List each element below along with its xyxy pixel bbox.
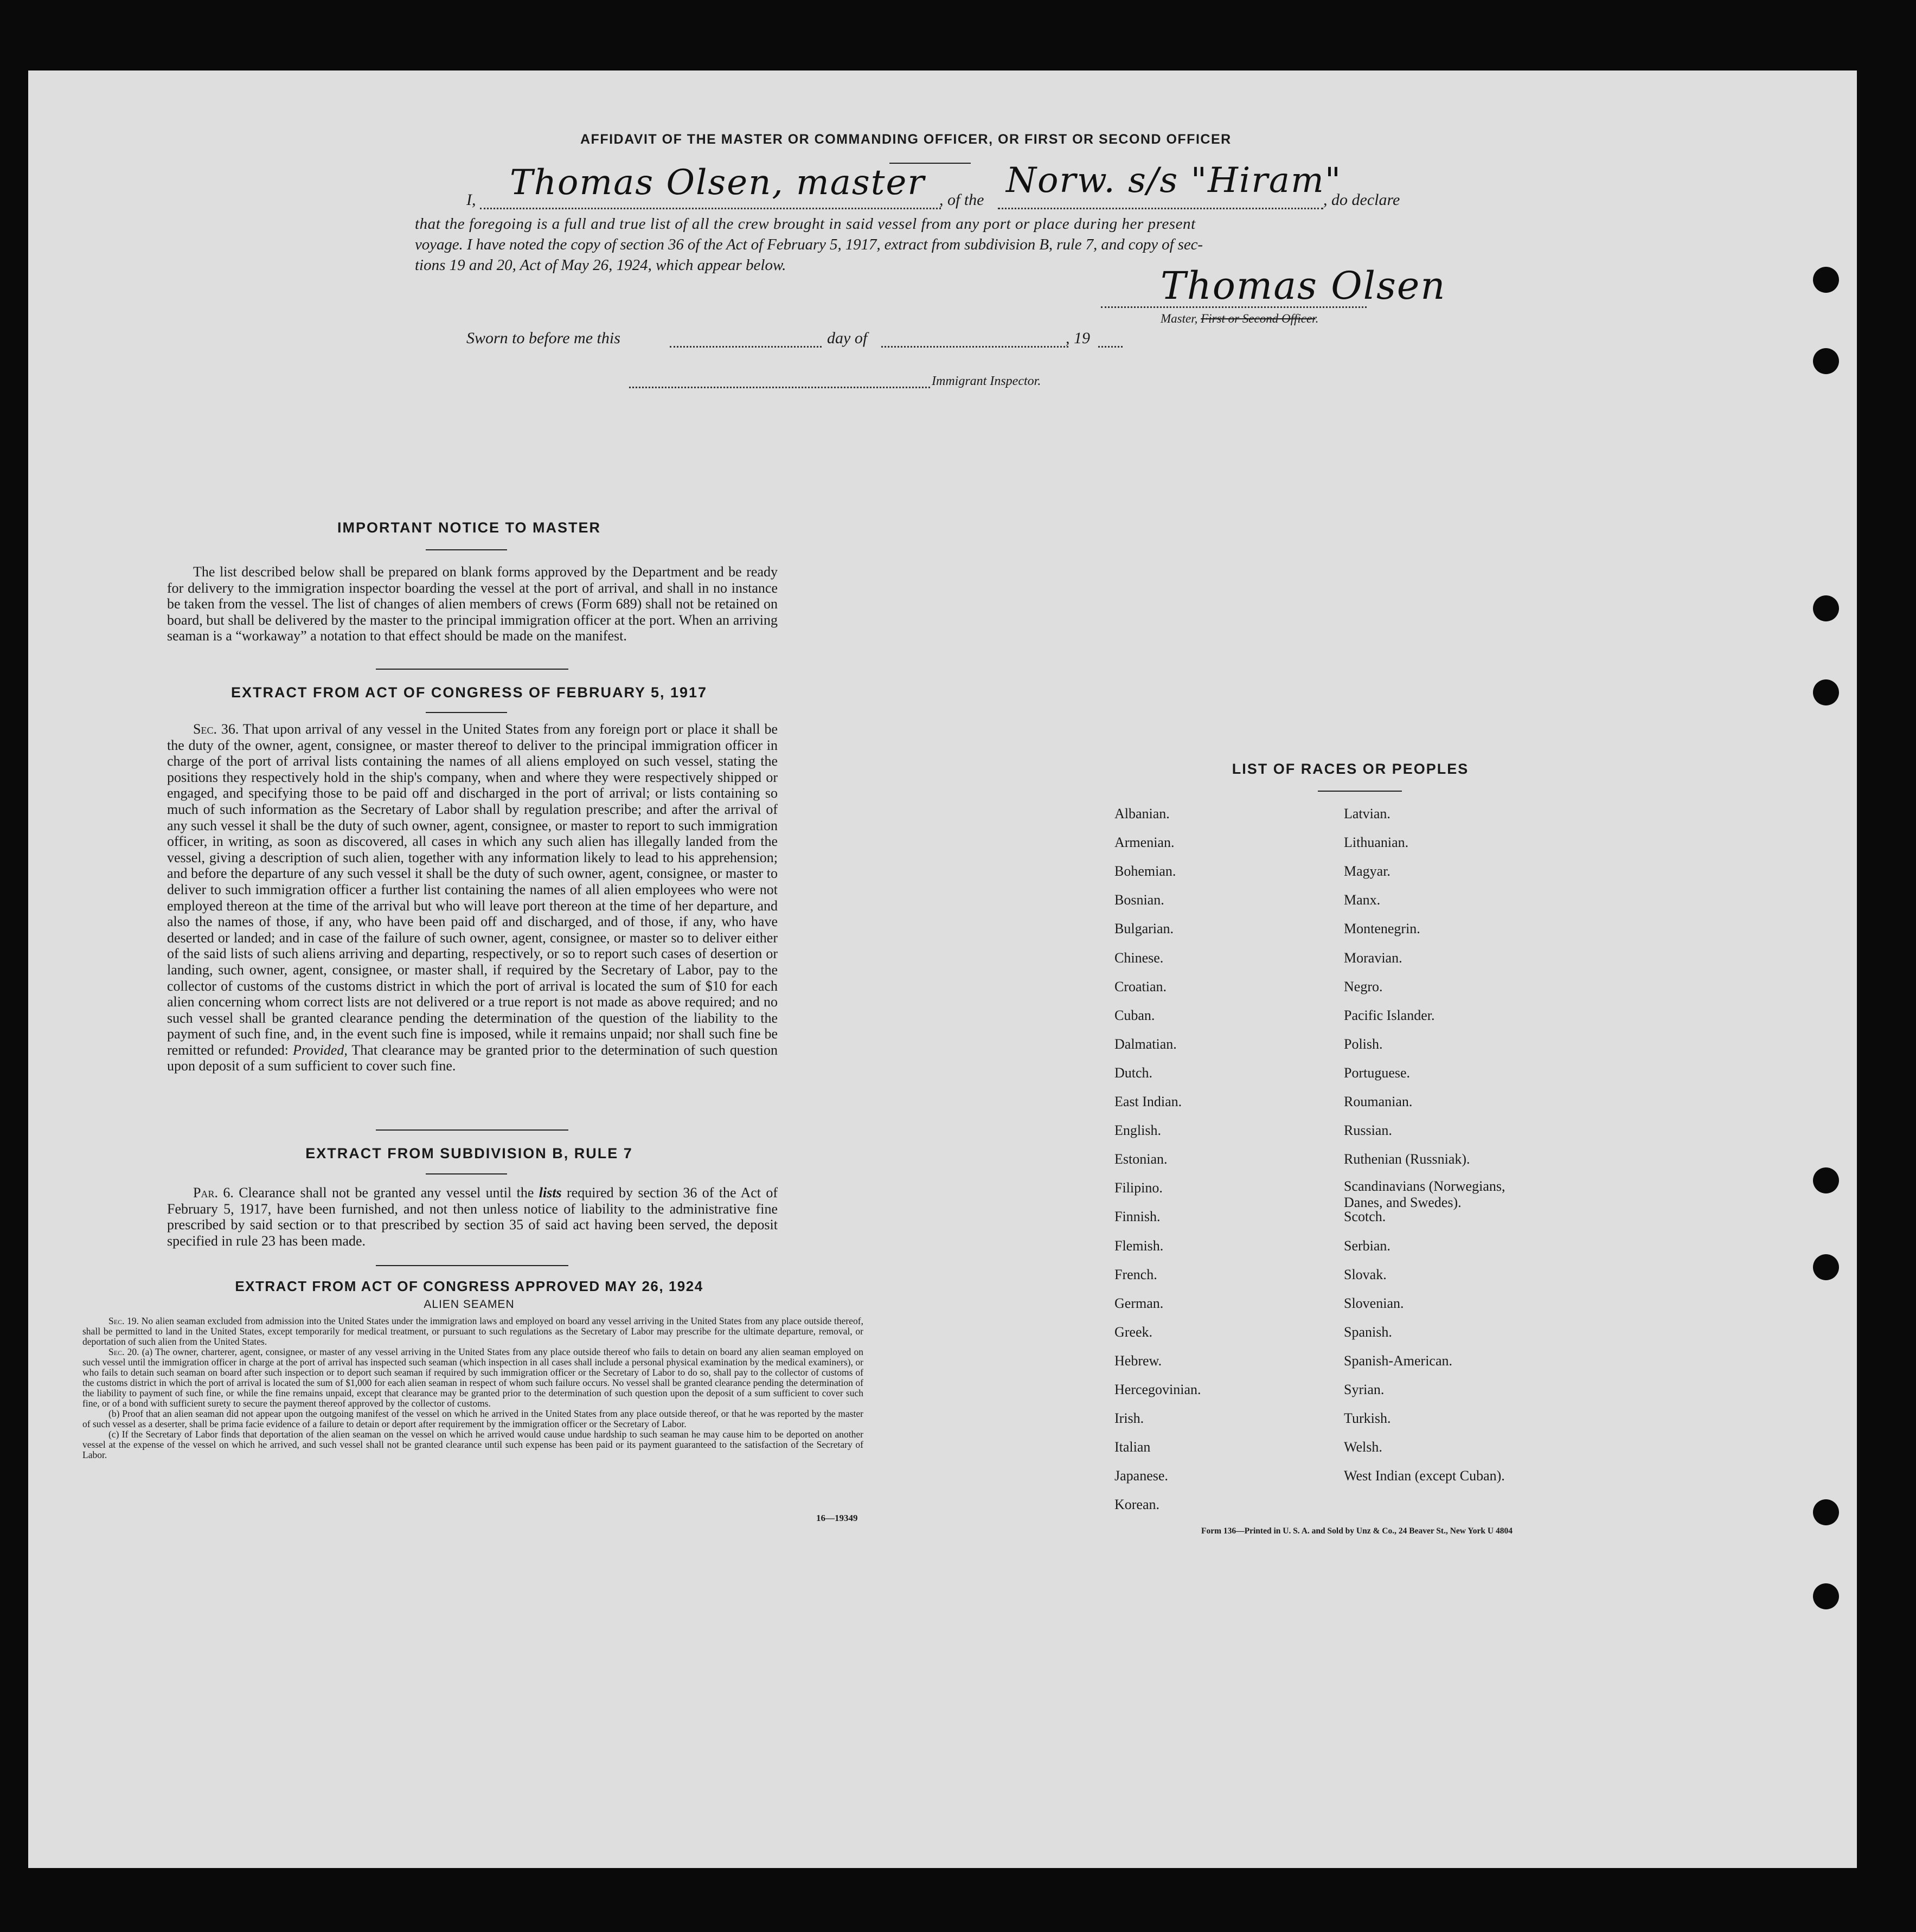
race-item: Hebrew. — [1114, 1352, 1162, 1369]
affidavit-body-line-3: tions 19 and 20, Act of May 26, 1924, which appear below. — [415, 256, 786, 274]
of-the-label: , of the — [939, 191, 984, 209]
lists-word: lists — [539, 1185, 562, 1201]
race-item: Cuban. — [1114, 1007, 1155, 1023]
race-item: Montenegrin. — [1344, 921, 1420, 937]
race-item: Welsh. — [1344, 1439, 1382, 1455]
rule-7-heading: EXTRACT FROM SUBDIVISION B, RULE 7 — [305, 1145, 633, 1161]
rule-7-body — [167, 1185, 778, 1249]
binder-hole — [1813, 267, 1839, 293]
race-item: Dalmatian. — [1114, 1036, 1177, 1052]
race-item: Korean. — [1114, 1497, 1160, 1513]
alien-seamen-subheading: ALIEN SEAMEN — [424, 1298, 515, 1311]
race-item: Negro. — [1344, 978, 1383, 994]
name-blank — [480, 208, 941, 209]
binder-hole — [1813, 348, 1839, 374]
race-item: Slovak. — [1344, 1266, 1387, 1282]
vessel-name-handwritten: Norw. s/s "Hiram" — [1006, 161, 1342, 201]
section-19-label: Sec. 19. — [108, 1315, 139, 1326]
form-footer: Form 136—Printed in U. S. A. and Sold by Unz & Co., 24 Beaver St., New York U 4804 — [1201, 1526, 1513, 1536]
notice-heading: IMPORTANT NOTICE TO MASTER — [337, 519, 601, 536]
race-item: Scotch. — [1344, 1209, 1386, 1225]
section-20a-text: (a) The owner, charterer, agent, consignee, or master of any vessel arriving in the United States from any place outside thereof who fails to detain on board any alien seaman employed on such vessel until the immigration officer in charge at the port of arrival has inspected such seaman (which inspection in all cases shall include a personal physical examination by the medical examiners), or who fails to detain such seaman on board after such inspection or to deport such seaman if required by such immigration officer or the Secretary of Labor to do so, shall pay to the collector of customs of the customs district in which the port of arrival is located the sum of $1,000 for each alien seaman in respect of whom such failure occurs. No vessel shall be granted clearance pending the determination of the liability to payment of such fine, or while the fine remains unpaid, except that clearance may be granted prior to the determination of such question upon the deposit of a sum sufficient to cover such fine, or of a bond with sufficient surety to secure the payment thereof approved by the collector of customs. — [82, 1346, 864, 1409]
affidavit-title: AFFIDAVIT OF THE MASTER OR COMMANDING OFFICER, OR FIRST OR SECOND OFFICER — [580, 132, 1232, 147]
binder-hole — [1813, 1167, 1839, 1193]
race-item: Bosnian. — [1114, 892, 1164, 908]
affidavit-i-label: I, — [466, 191, 476, 209]
race-item: Flemish. — [1114, 1237, 1164, 1254]
race-item: Magyar. — [1344, 863, 1390, 880]
signature-line — [1101, 306, 1367, 308]
race-item: Scandinavians (Norwegians, — [1344, 1178, 1505, 1195]
day-of-label: day of — [827, 329, 868, 347]
race-item: Pacific Islander. — [1344, 1007, 1435, 1023]
race-item: Turkish. — [1344, 1410, 1391, 1427]
caption-master: Master, — [1161, 312, 1198, 325]
extract-1917-body — [167, 721, 778, 1074]
race-item: Manx. — [1344, 892, 1381, 908]
year-label: , 19 — [1066, 329, 1090, 347]
caption-period: . — [1315, 312, 1319, 325]
inspector-signature-line — [629, 387, 930, 388]
race-item: Dutch. — [1114, 1064, 1153, 1081]
extract-1924-body — [82, 1316, 863, 1460]
caption-struck-officer: First or Second Officer — [1201, 312, 1316, 325]
extract-1917-heading: EXTRACT FROM ACT OF CONGRESS OF FEBRUARY 5, 1917 — [230, 684, 708, 701]
notice-body: The list described below shall be prepared on blank forms approved by the Department and be ready for delivery to the immigration inspector boarding the vessel at the port of arrival, and shall in no instance be taken from the vessel. The list of changes of alien members of crews (Form 689) shall not be retained on board, but shall be delivered by the master to the principal immigration officer at the port. When an arriving seaman is a “workaway” a notation to that effect should be made on the manifest. — [167, 564, 778, 644]
race-item: Moravian. — [1344, 949, 1402, 966]
race-item: Ruthenian (Russniak). — [1344, 1151, 1470, 1167]
race-item: Danes, and Swedes). — [1344, 1195, 1462, 1211]
month-blank — [881, 346, 1068, 348]
section-36-label: Sec. 36. — [193, 721, 239, 737]
section-19-text: No alien seaman excluded from admission into the United States under the immigration laws and employed on board any vessel arriving in the United States from any place outside thereof, shall be permitted to land in the United States, except temporarily for medical treatment, or pursuant to such regulations as the Secretary of Labor may prescribe for the ultimate departure, removal, or deportation of such alien from the United States. — [82, 1315, 863, 1347]
divider — [376, 669, 568, 670]
race-item: English. — [1114, 1122, 1161, 1139]
signature-caption — [1161, 312, 1318, 326]
race-item: Estonian. — [1114, 1151, 1168, 1167]
section-19 — [82, 1316, 863, 1347]
race-item: Hercegovinian. — [1114, 1382, 1201, 1397]
sworn-label: Sworn to before me this — [466, 329, 620, 347]
race-item: Latvian. — [1344, 806, 1390, 821]
master-signature: Thomas Olsen — [1161, 264, 1446, 308]
immigrant-inspector-label: Immigrant Inspector. — [932, 374, 1041, 388]
races-heading: LIST OF RACES OR PEOPLES — [1232, 761, 1469, 777]
race-item: Portuguese. — [1344, 1064, 1411, 1081]
par-6-text-b: required by section 36 of the Act of February 5, 1917, have been furnished, and not then unless notice of liability to the administrative fine prescribed by said section or to that prescribed by section 35 of said act having been served, the deposit specified in rule 23 has been made. — [167, 1185, 778, 1249]
race-item: Syrian. — [1344, 1382, 1385, 1397]
race-item: East Indian. — [1114, 1094, 1182, 1109]
vessel-blank — [998, 208, 1323, 209]
divider — [376, 1129, 568, 1131]
section-20-label: Sec. 20. — [108, 1346, 139, 1357]
race-item: Russian. — [1344, 1122, 1392, 1139]
binder-hole — [1813, 1254, 1839, 1280]
race-item: French. — [1114, 1266, 1157, 1282]
print-code: 16—19349 — [816, 1513, 858, 1523]
race-item: German. — [1114, 1295, 1164, 1311]
race-item: Filipino. — [1114, 1180, 1163, 1196]
race-item: Finnish. — [1114, 1209, 1161, 1225]
race-item: West Indian (except Cuban). — [1344, 1468, 1505, 1484]
affidavit-body-line-1: that the foregoing is a full and true list of all the crew brought in said vessel from any port or place during her present — [415, 215, 1196, 233]
par-6-label: Par. 6. — [193, 1185, 234, 1201]
divider — [1318, 791, 1402, 792]
race-item: Spanish-American. — [1344, 1352, 1453, 1369]
race-item: Armenian. — [1114, 835, 1175, 851]
extract-1924-heading: EXTRACT FROM ACT OF CONGRESS APPROVED MAY 26, 1924 — [235, 1278, 703, 1294]
race-item: Japanese. — [1114, 1468, 1168, 1484]
divider — [426, 712, 507, 713]
binder-hole — [1813, 595, 1839, 621]
binder-hole — [1813, 1583, 1839, 1609]
section-20a — [82, 1347, 863, 1409]
race-item: Chinese. — [1114, 949, 1164, 966]
provided-word: Provided, — [292, 1042, 348, 1058]
divider — [376, 1265, 568, 1266]
race-item: Bohemian. — [1114, 863, 1176, 880]
race-item: Roumanian. — [1344, 1094, 1413, 1109]
race-item: Spanish. — [1344, 1324, 1392, 1340]
affidavit-body-line-2: voyage. I have noted the copy of section 36 of the Act of February 5, 1917, extract from subdivision B, rule 7, and copy of sec- — [415, 236, 1203, 253]
race-item: Slovenian. — [1344, 1295, 1404, 1311]
binder-hole — [1813, 679, 1839, 705]
divider — [426, 1173, 507, 1174]
master-name-handwritten: Thomas Olsen, master — [510, 163, 925, 203]
divider — [426, 549, 507, 550]
race-item: Lithuanian. — [1344, 835, 1409, 851]
race-item: Croatian. — [1114, 978, 1167, 994]
binder-hole — [1813, 1499, 1839, 1525]
par-6-text-a: Clearance shall not be granted any vessel until the — [239, 1185, 534, 1201]
section-36-text: That upon arrival of any vessel in the United States from any foreign port or place it shall be the duty of the owner, agent, consignee, or master thereof to deliver to the principal immigration officer in charge of the port of arrival lists containing the names of all aliens employed on such vessel, stating the positions they respectively hold in the ship's company, when and where they were respectively shipped or engaged, and specifying those to be paid off and discharged in the port of arrival; or lists containing so much of such information as the Secretary of Labor shall by regulation prescribe; and after the arrival of any such vessel it shall be the duty of such owner, agent, consignee, or master to report to such immigration officer, in writing, as soon as discovered, all cases in which any such alien has illegally landed from the vessel, giving a description of such alien, together with any information likely to lead to his apprehension; and before the departure of any such vessel it shall be the duty of such owner, agent, consignee, or master to deliver to such immigration officer a further list containing the names of all alien employees who were not employed thereon at the time of the arrival but who will leave port thereon at the time of her departure, and also the names of those, if any, who have been paid off and discharged, and of those, if any, who have deserted or landed; and in case of the failure of such owner, agent, consignee, or master so to deliver either of the said lists of such aliens arriving and departing, respectively, or so to report such cases of desertion or landing, such owner, agent, consignee, or master shall, if required by the Secretary of Labor, pay to the collector of customs of the customs district in which the port of arrival is located the sum of $10 for each alien concerning whom correct lists are not delivered or a true report is not made as above required; and no such vessel shall be granted clearance pending the determination of the question of the liability to the payment of such fine, and, in the event such fine is imposed, while it remains unpaid; nor shall such fine be remitted or refunded: — [167, 721, 778, 1058]
section-36-text-end: That clearance may be granted prior to the determination of such question upon deposit of a sum sufficient to cover such fine. — [167, 1042, 778, 1074]
race-item: Serbian. — [1344, 1237, 1390, 1254]
year-blank — [1098, 346, 1123, 348]
race-item: Italian — [1114, 1439, 1151, 1455]
race-item: Greek. — [1114, 1324, 1153, 1340]
day-blank — [670, 346, 822, 348]
section-20b: (b) Proof that an alien seaman did not appear upon the outgoing manifest of the vessel on which he arrived in the United States from any place outside thereof, or that he was reported by the master of such vessel as a deserter, shall be prima facie evidence of a failure to detain or deport after requirement by the immigration officer or the Secretary of Labor. — [82, 1408, 863, 1429]
do-declare-label: , do declare — [1323, 191, 1400, 209]
race-item: Albanian. — [1114, 806, 1170, 821]
race-item: Irish. — [1114, 1410, 1144, 1427]
race-item: Bulgarian. — [1114, 921, 1174, 937]
race-item: Polish. — [1344, 1036, 1383, 1052]
section-20c: (c) If the Secretary of Labor finds that deportation of the alien seaman on the vessel on which he arrived would cause undue hardship to such seaman he may cause him to be deported on another vessel at the expense of the vessel on which he arrived, and such vessel shall not be granted clearance until such expense has been paid or its payment guaranteed to the satisfaction of the Secretary of Labor. — [82, 1429, 863, 1460]
